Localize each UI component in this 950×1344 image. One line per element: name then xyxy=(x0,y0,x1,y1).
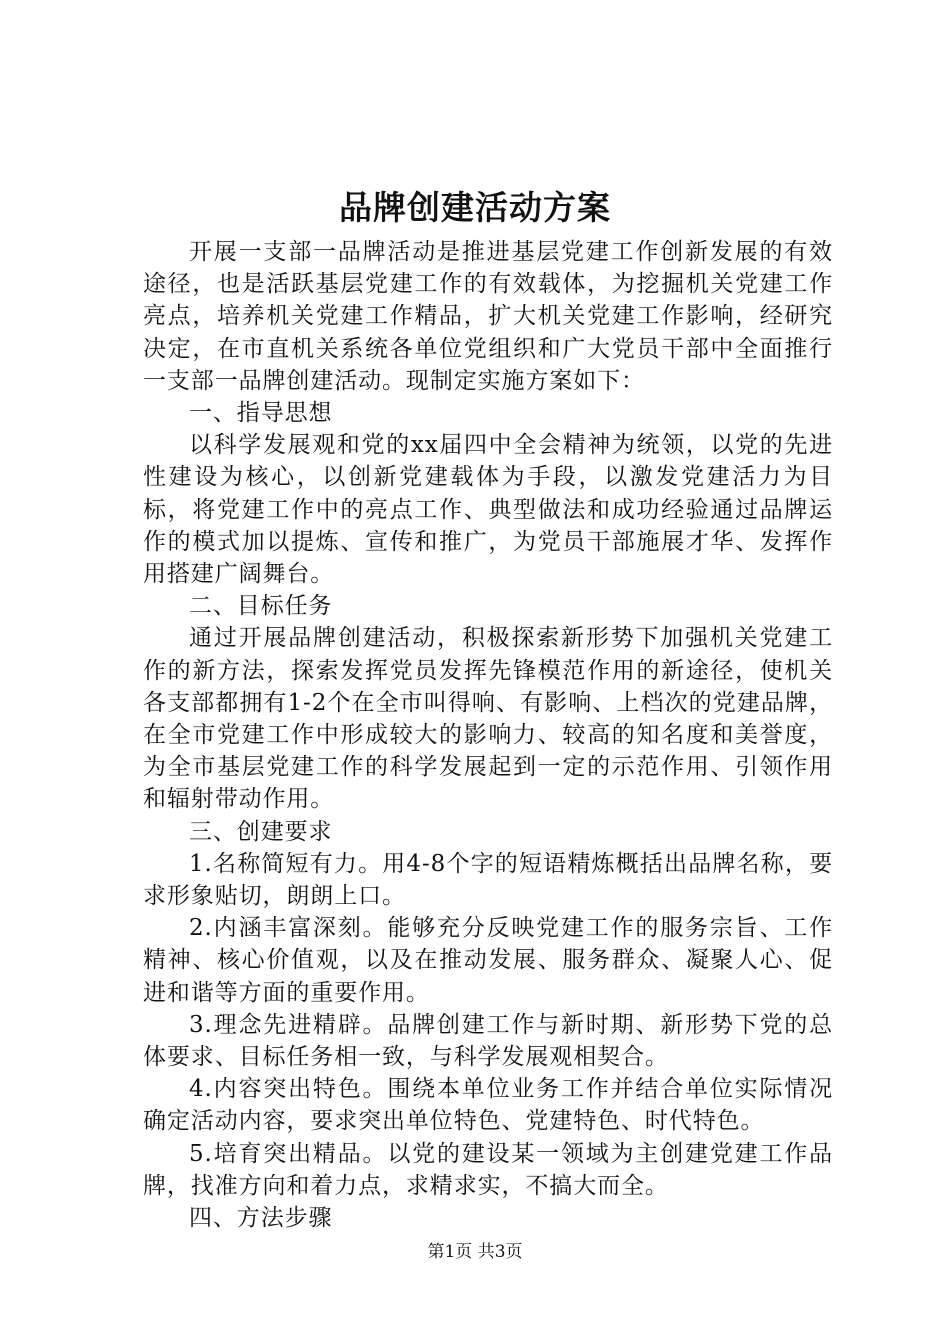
section-heading-requirements: 三、创建要求 xyxy=(189,818,333,845)
section-heading-goals: 二、目标任务 xyxy=(189,593,333,620)
document-title: 品牌创建活动方案 xyxy=(339,188,611,227)
goals-paragraph: 通过开展品牌创建活动，积极探索新形势下加强机关党建工作的新方法，探索发挥党员发挥先锋模范作用的新途径，使机关各支部都拥有1-2个在全市叫得响、有影响、上档次的党建品牌，在全市党建工作中形成较大的影响力、较高的知名度和美誉度，为全市基层党建工作的科学发展起到一定的示范作用、引领作用和辐射带动作用。 xyxy=(143,625,833,813)
page-footer: 第1页 共3页 xyxy=(427,1242,523,1262)
guiding-ideology-paragraph: 以科学发展观和党的xx届四中全会精神为统领，以党的先进性建设为核心，以创新党建载体为手段，以激发党建活力为目标，将党建工作中的亮点工作、典型做法和成功经验通过品牌运作的模式加以提炼、宣传和推广，为党员干部施展才华、发挥作用搭建广阔舞台。 xyxy=(143,432,833,588)
requirement-item-1: 1.名称简短有力。用4-8个字的短语精炼概括出品牌名称，要求形象贴切，朗朗上口。 xyxy=(143,850,833,910)
requirement-item-5: 5.培育突出精品。以党的建设某一领域为主创建党建工作品牌，找准方向和着力点，求精求实，不搞大而全。 xyxy=(143,1140,833,1199)
requirement-item-4: 4.内容突出特色。围绕本单位业务工作并结合单位实际情况确定活动内容，要求突出单位特色、党建特色、时代特色。 xyxy=(143,1076,833,1135)
section-heading-guiding-ideology: 一、指导思想 xyxy=(189,400,333,427)
document-body xyxy=(143,236,833,1234)
requirement-item-2: 2.内涵丰富深刻。能够充分反映党建工作的服务宗旨、工作精神、核心价值观，以及在推动发展、服务群众、凝聚人心、促进和谐等方面的重要作用。 xyxy=(143,915,833,1006)
section-heading-methods: 四、方法步骤 xyxy=(189,1205,333,1232)
requirement-item-3: 3.理念先进精辟。品牌创建工作与新时期、新形势下党的总体要求、目标任务相一致，与科学发展观相契合。 xyxy=(143,1011,833,1071)
intro-paragraph: 开展一支部一品牌活动是推进基层党建工作创新发展的有效途径，也是活跃基层党建工作的有效载体，为挖掘机关党建工作亮点，培养机关党建工作精品，扩大机关党建工作影响，经研究决定，在市直机关系统各单位党组织和广大党员干部中全面推行一支部一品牌创建活动。现制定实施方案如下： xyxy=(143,239,833,394)
